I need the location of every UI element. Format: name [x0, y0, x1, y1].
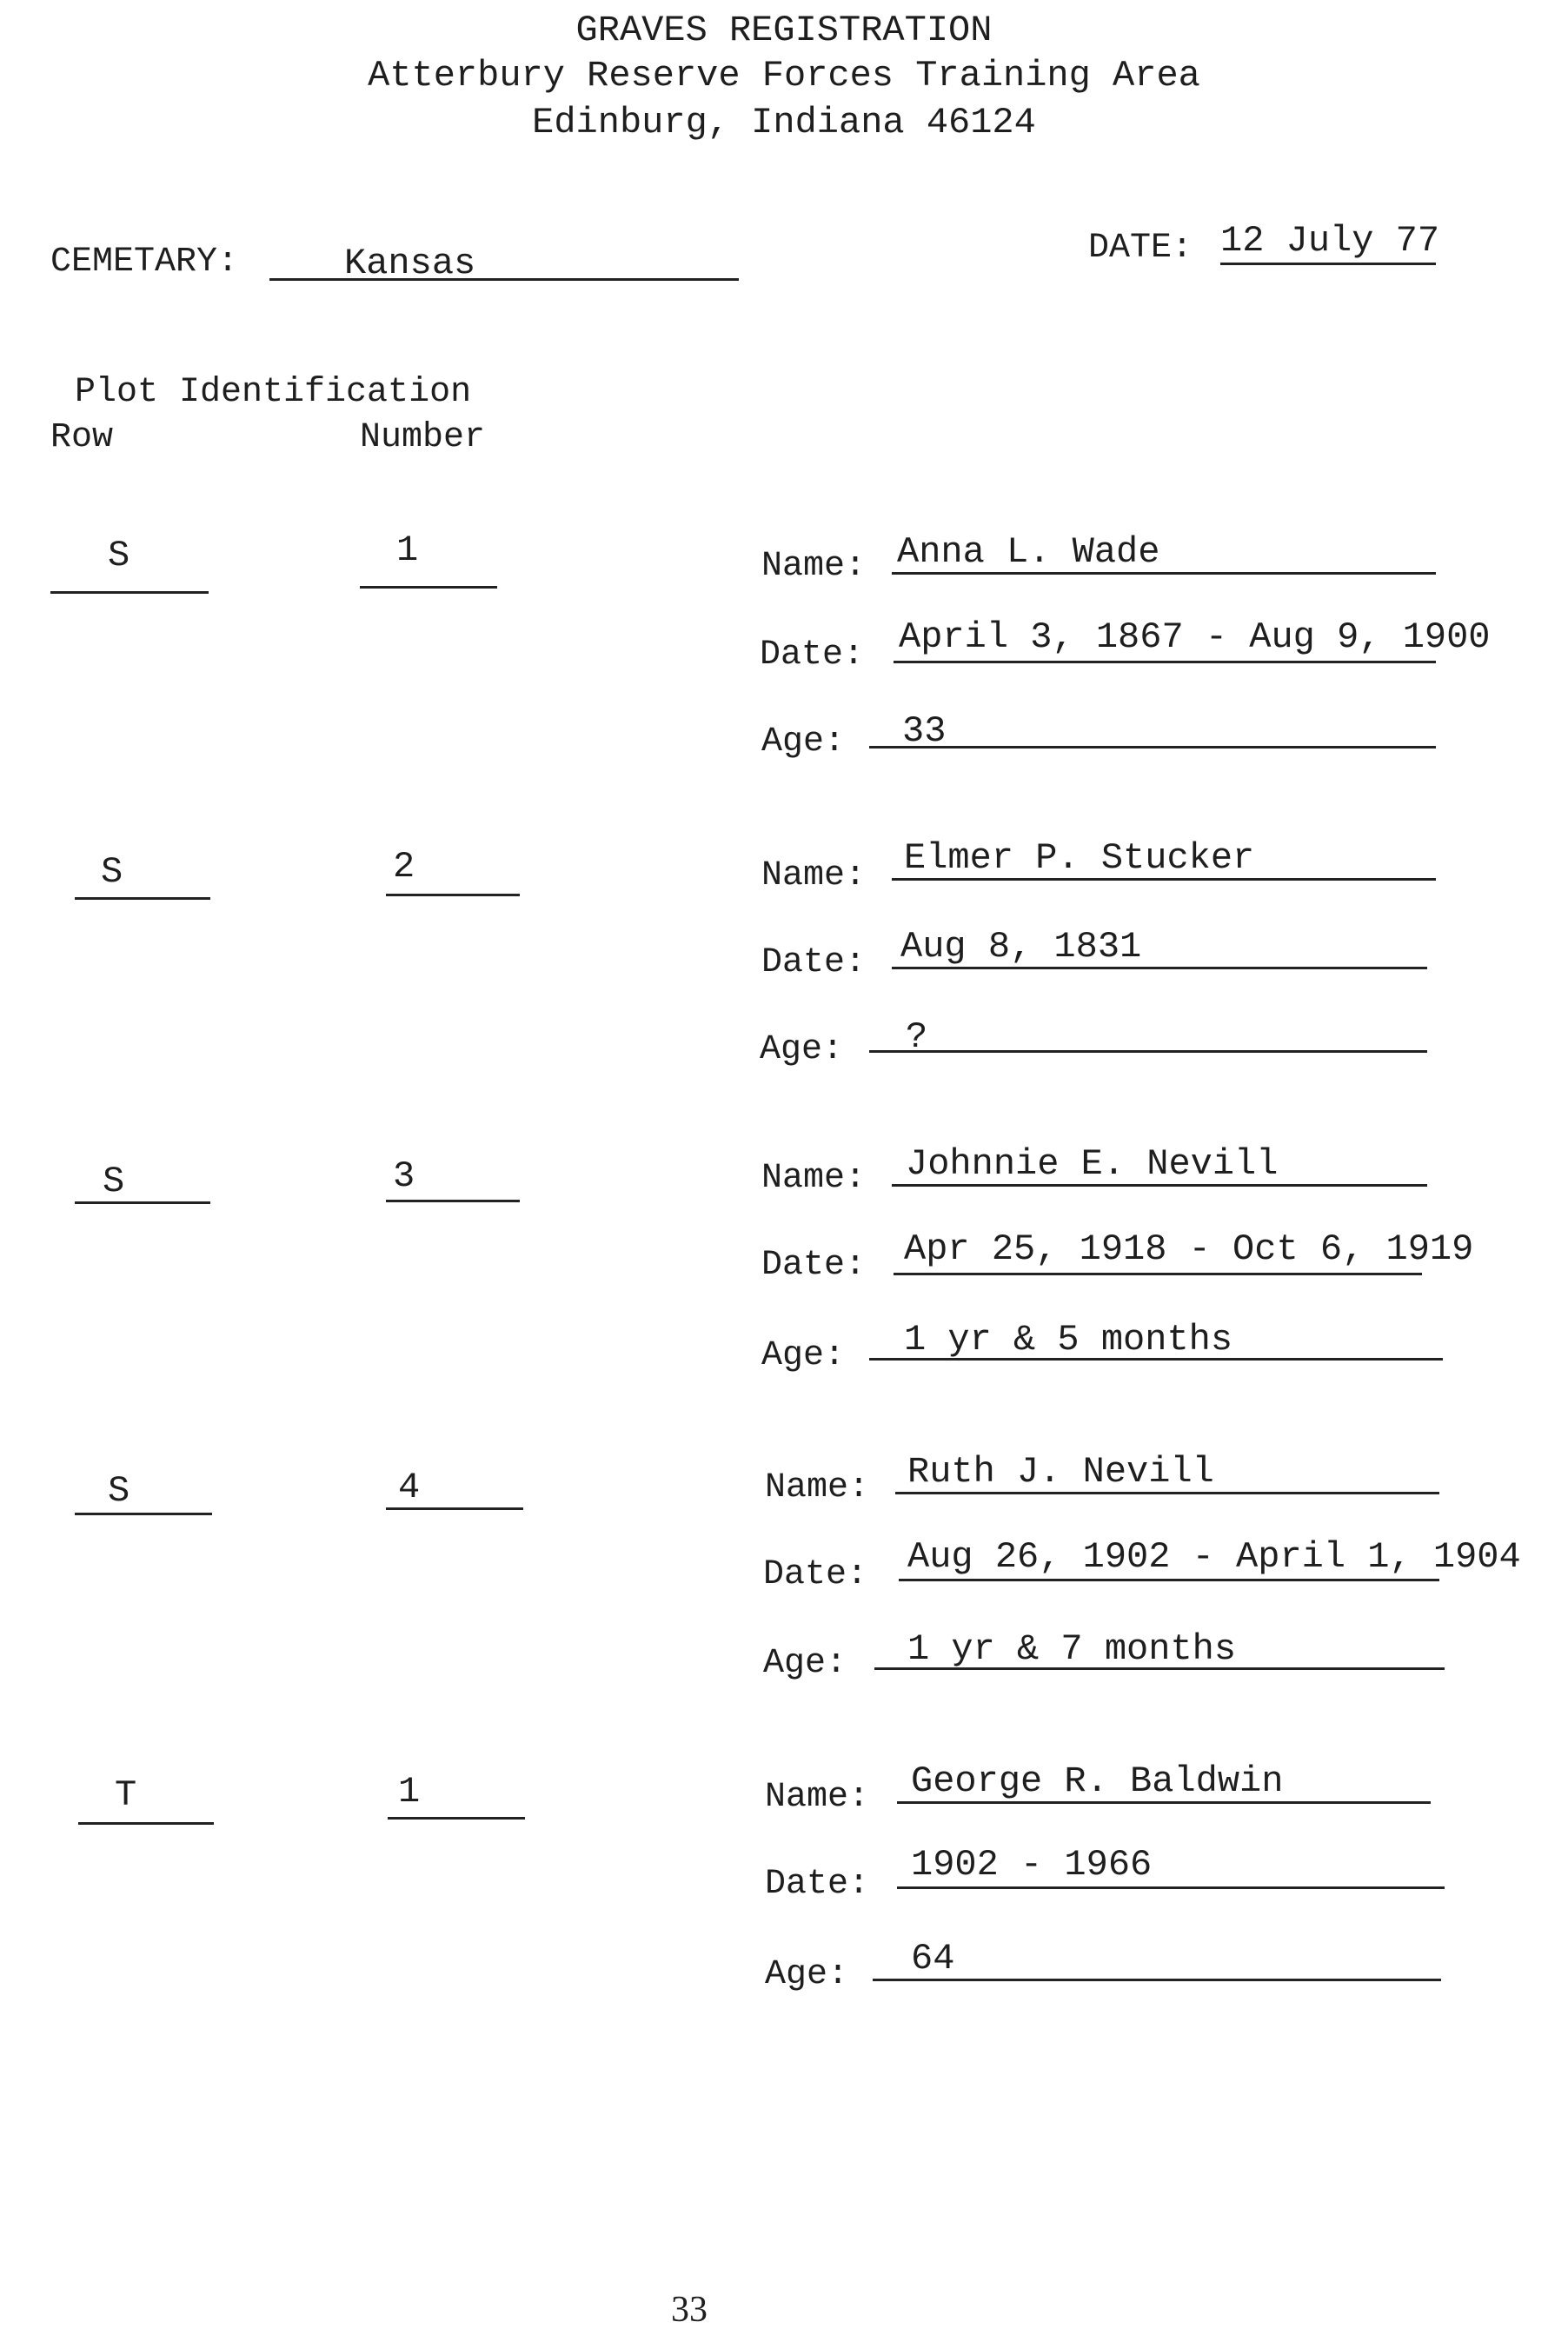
date-label: DATE: — [1088, 229, 1193, 268]
header-line-3: Edinburg, Indiana 46124 — [532, 102, 1036, 143]
age-value: 1 yr & 5 months — [904, 1319, 1233, 1361]
age-underline — [873, 1979, 1441, 1981]
number-value: 3 — [393, 1155, 415, 1197]
date-value: 12 July 77 — [1220, 220, 1440, 262]
date-field-underline — [897, 1886, 1445, 1889]
age-underline — [869, 1050, 1427, 1053]
row-underline — [78, 1822, 214, 1825]
number-value: 4 — [398, 1467, 421, 1508]
date-field-underline — [892, 967, 1427, 969]
date-field-underline — [894, 661, 1436, 663]
row-value: S — [103, 1161, 125, 1202]
date-field-label: Date: — [765, 1865, 870, 1904]
age-underline — [869, 1358, 1443, 1361]
number-value: 2 — [393, 846, 415, 888]
header-line-2: Atterbury Reserve Forces Training Area — [368, 55, 1200, 96]
number-underline — [360, 586, 497, 589]
name-underline — [892, 878, 1436, 881]
name-underline — [892, 1184, 1427, 1187]
age-label: Age: — [760, 1030, 844, 1069]
row-value: S — [108, 1470, 130, 1512]
number-underline — [388, 1817, 525, 1820]
name-label: Name: — [761, 1159, 867, 1198]
row-column-label: Row — [50, 418, 114, 457]
number-value: 1 — [396, 529, 419, 571]
age-value: ? — [906, 1016, 928, 1058]
number-underline — [386, 1507, 523, 1510]
age-value: 64 — [911, 1938, 955, 1979]
cemetery-underline — [269, 278, 739, 281]
age-underline — [869, 746, 1436, 749]
number-column-label: Number — [360, 418, 486, 457]
plot-identification-title: Plot Identification — [75, 373, 472, 412]
row-underline — [75, 897, 210, 900]
row-value: S — [101, 851, 123, 893]
number-value: 1 — [398, 1771, 421, 1813]
cemetery-label: CEMETARY: — [50, 243, 239, 282]
age-label: Age: — [763, 1644, 847, 1683]
date-field-value: 1902 - 1966 — [911, 1844, 1153, 1886]
date-field-label: Date: — [760, 635, 865, 675]
row-underline — [75, 1201, 210, 1204]
date-field-value: Aug 8, 1831 — [900, 926, 1142, 968]
cemetery-value: Kansas — [344, 243, 476, 284]
row-underline — [50, 591, 209, 594]
age-label: Age: — [765, 1955, 849, 1994]
name-label: Name: — [761, 856, 867, 895]
date-underline — [1220, 263, 1436, 265]
age-underline — [874, 1667, 1445, 1670]
date-field-label: Date: — [763, 1555, 868, 1594]
name-underline — [897, 1801, 1431, 1804]
date-field-label: Date: — [761, 1246, 867, 1285]
date-field-label: Date: — [761, 943, 867, 982]
name-value: Ruth J. Nevill — [907, 1451, 1214, 1493]
row-underline — [75, 1513, 212, 1515]
name-label: Name: — [765, 1778, 870, 1817]
date-field-value: Apr 25, 1918 - Oct 6, 1919 — [904, 1228, 1474, 1270]
name-value: Johnnie E. Nevill — [906, 1143, 1279, 1185]
number-underline — [386, 1200, 520, 1202]
name-value: Anna L. Wade — [897, 531, 1160, 573]
header-line-1: GRAVES REGISTRATION — [575, 10, 993, 51]
age-value: 33 — [902, 710, 947, 752]
date-field-value: Aug 26, 1902 - April 1, 1904 — [907, 1536, 1521, 1578]
date-field-underline — [899, 1579, 1439, 1581]
name-underline — [892, 572, 1436, 575]
date-field-underline — [894, 1273, 1422, 1275]
row-value: S — [108, 535, 130, 576]
name-label: Name: — [765, 1468, 870, 1507]
age-value: 1 yr & 7 months — [907, 1628, 1237, 1670]
date-field-value: April 3, 1867 - Aug 9, 1900 — [899, 616, 1491, 658]
row-value: T — [115, 1774, 137, 1816]
number-underline — [386, 894, 520, 896]
name-value: Elmer P. Stucker — [904, 837, 1255, 879]
age-label: Age: — [761, 1336, 846, 1375]
name-value: George R. Baldwin — [911, 1760, 1284, 1802]
name-underline — [895, 1492, 1439, 1494]
name-label: Name: — [761, 547, 867, 586]
page-number: 33 — [671, 2290, 708, 2330]
age-label: Age: — [761, 722, 846, 762]
